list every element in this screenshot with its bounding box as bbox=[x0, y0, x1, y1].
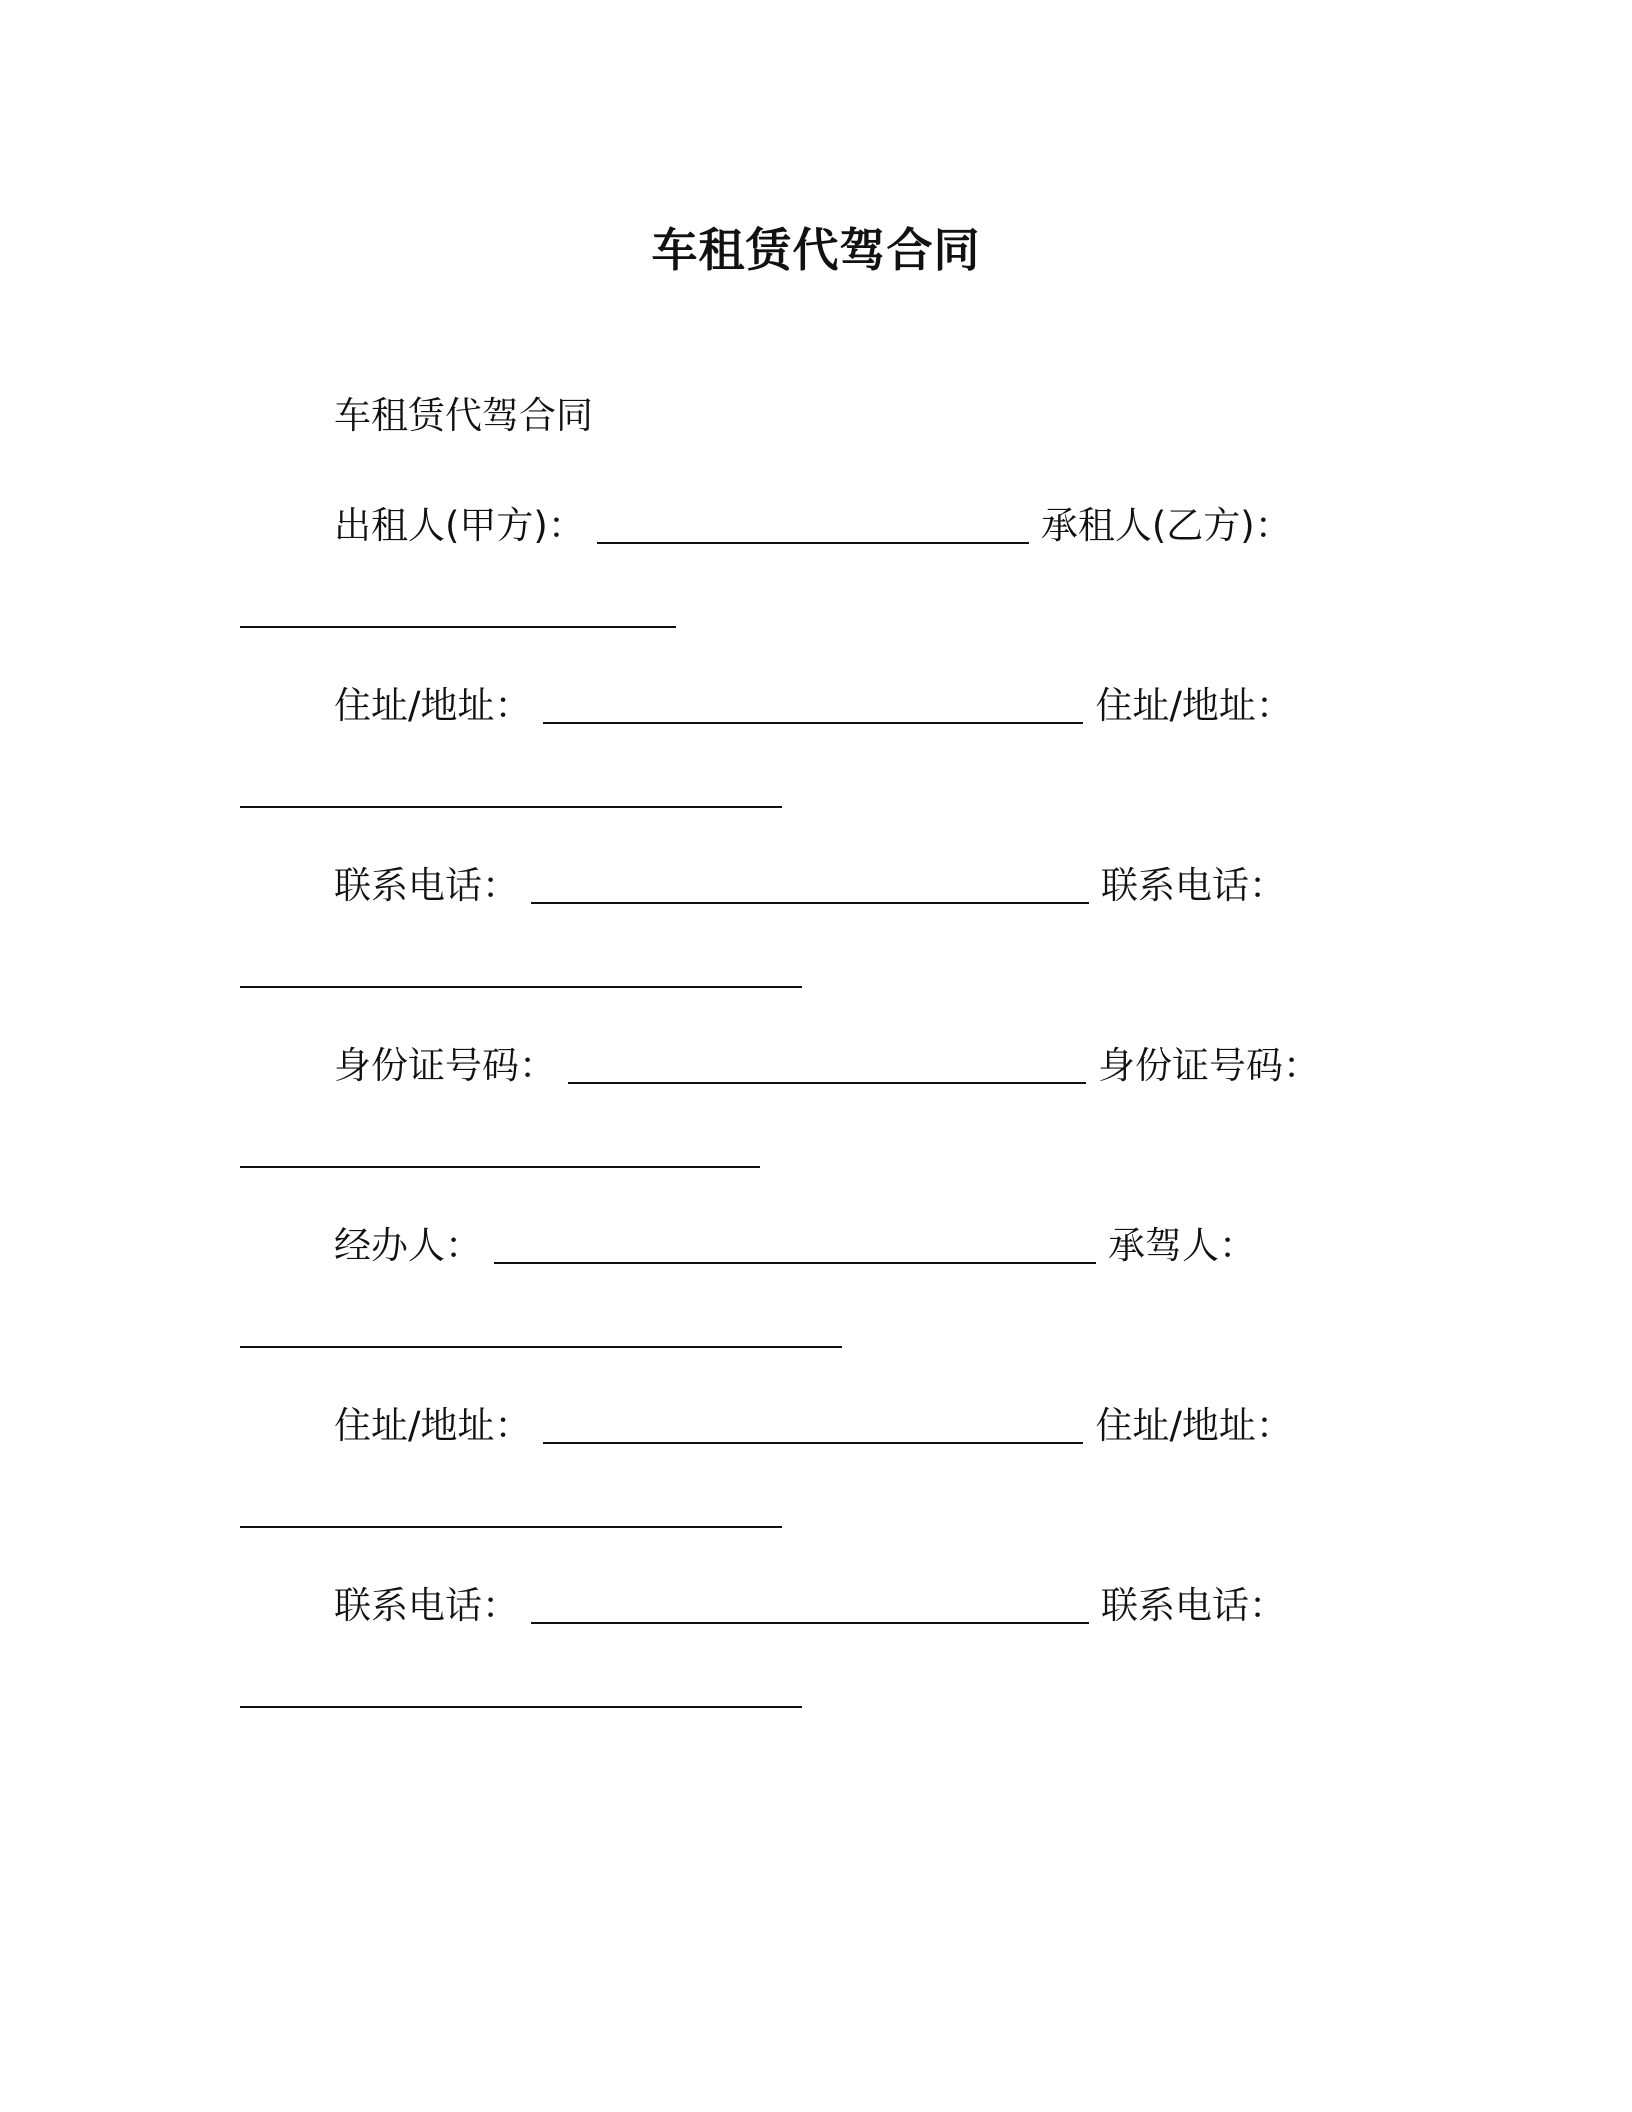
agent-line bbox=[0, 1210, 1256, 1270]
lessor-phone-blank[interactable] bbox=[531, 862, 1089, 904]
lessor-phone-label: 联系电话： bbox=[334, 864, 519, 907]
driver-label: 承驾人： bbox=[1108, 1224, 1256, 1267]
id-line bbox=[0, 1030, 1320, 1090]
document-title: 车租赁代驾合同 bbox=[651, 223, 981, 277]
driver-line bbox=[0, 1294, 854, 1354]
lessee-phone-blank[interactable] bbox=[240, 946, 802, 988]
phone-line-1 bbox=[0, 850, 1286, 910]
lessee-phone-label: 联系电话： bbox=[1101, 864, 1286, 907]
agent-label: 经办人： bbox=[334, 1224, 482, 1267]
phone-cont-1 bbox=[0, 934, 814, 994]
address-line-1 bbox=[0, 670, 1293, 730]
agent-address-blank[interactable] bbox=[543, 1402, 1083, 1444]
lessor-blank[interactable] bbox=[597, 502, 1029, 544]
lessee-address-blank[interactable] bbox=[240, 766, 782, 808]
address-line-2 bbox=[0, 1390, 1293, 1450]
driver-blank[interactable] bbox=[240, 1306, 842, 1348]
phone-line-2 bbox=[0, 1570, 1286, 1630]
agent-address-label: 住址/地址： bbox=[334, 1404, 532, 1447]
agent-phone-label: 联系电话： bbox=[334, 1584, 519, 1627]
driver-address-blank[interactable] bbox=[240, 1486, 782, 1528]
lessee-line bbox=[0, 574, 688, 634]
lessor-address-label: 住址/地址： bbox=[334, 684, 532, 727]
address-cont-1 bbox=[0, 754, 794, 814]
lessee-blank[interactable] bbox=[240, 586, 676, 628]
subtitle-text: 车租赁代驾合同 bbox=[334, 394, 593, 437]
driver-address-label: 住址/地址： bbox=[1095, 1404, 1293, 1447]
driver-phone-blank[interactable] bbox=[240, 1666, 802, 1708]
lessor-label: 出租人(甲方)： bbox=[334, 504, 585, 547]
lessee-label: 承租人(乙方)： bbox=[1040, 504, 1292, 547]
phone-cont-2 bbox=[0, 1654, 814, 1714]
id-cont bbox=[0, 1114, 772, 1174]
address-cont-2 bbox=[0, 1474, 794, 1534]
lessee-address-label: 住址/地址： bbox=[1095, 684, 1293, 727]
lessor-line bbox=[0, 490, 1292, 550]
lessor-id-blank[interactable] bbox=[568, 1042, 1086, 1084]
lessor-id-label: 身份证号码： bbox=[334, 1044, 556, 1087]
driver-phone-label: 联系电话： bbox=[1101, 1584, 1286, 1627]
agent-blank[interactable] bbox=[494, 1222, 1096, 1264]
document-subtitle bbox=[0, 380, 593, 440]
lessee-id-blank[interactable] bbox=[240, 1126, 760, 1168]
agent-phone-blank[interactable] bbox=[531, 1582, 1089, 1624]
lessee-id-label: 身份证号码： bbox=[1098, 1044, 1320, 1087]
lessor-address-blank[interactable] bbox=[543, 682, 1083, 724]
